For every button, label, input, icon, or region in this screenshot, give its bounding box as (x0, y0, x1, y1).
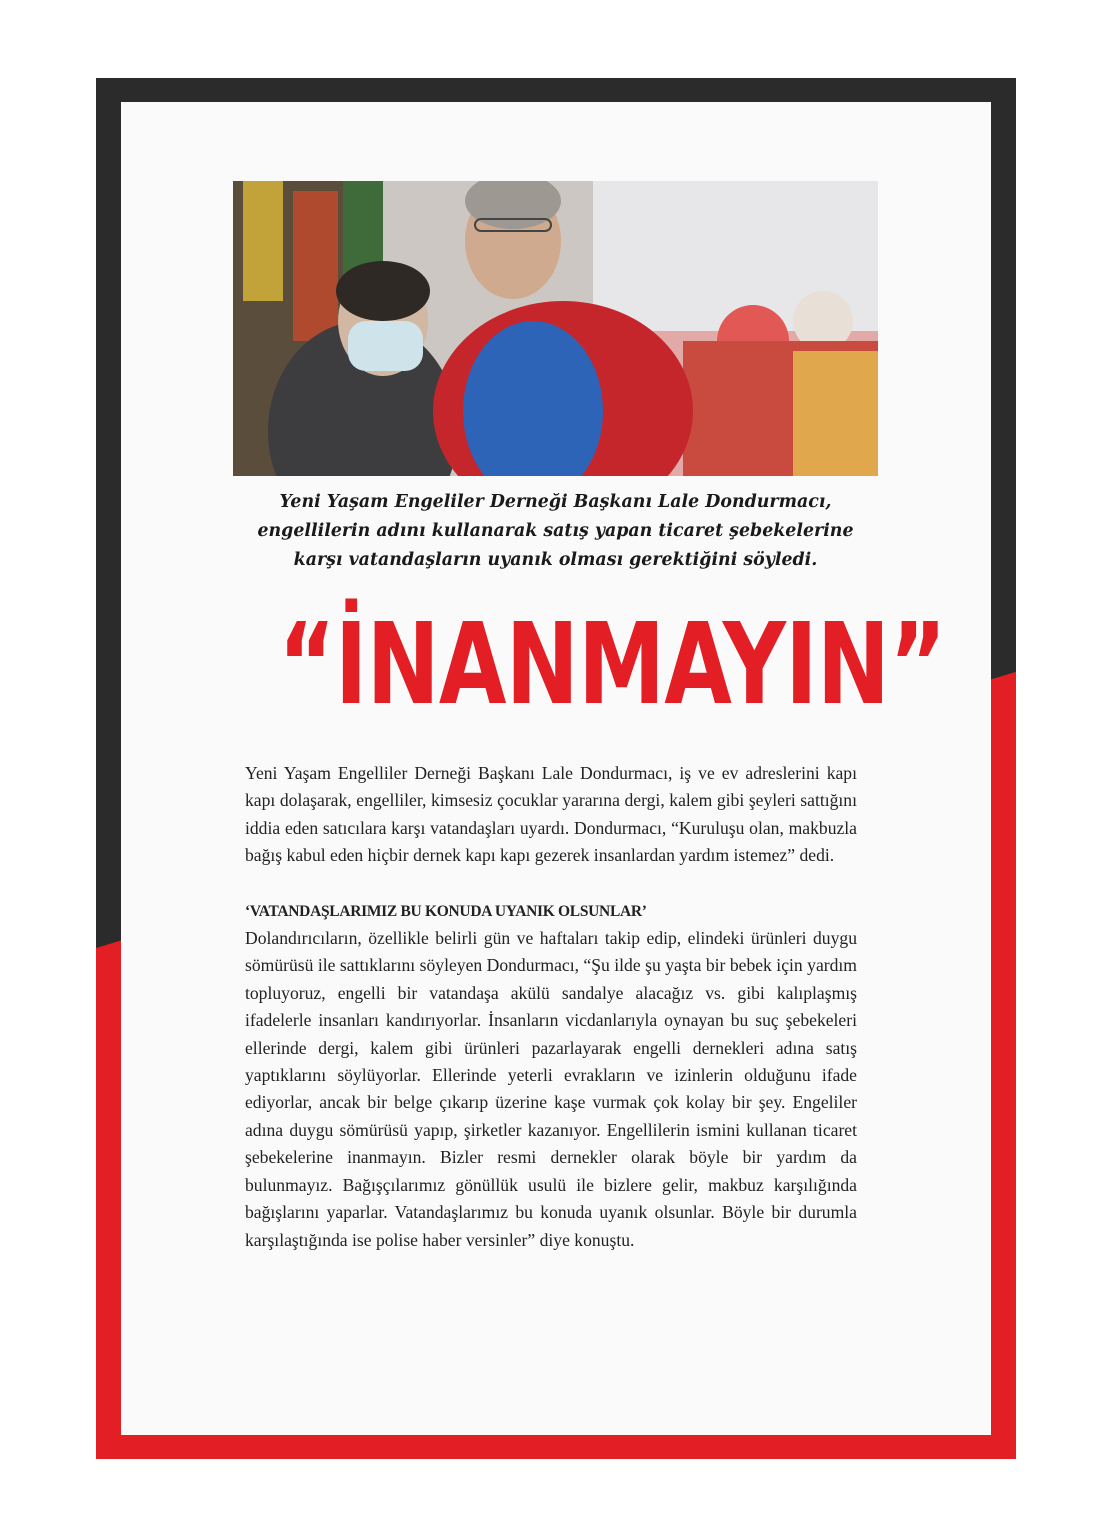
headline: “İNANMAYIN” (278, 600, 946, 730)
article-body (245, 760, 857, 1254)
subheading: ‘VATANDAŞLARIMIZ BU KONUDA UYANIK OLSUNLAR’ (245, 902, 647, 920)
paragraph-1: Yeni Yaşam Engelliler Derneği Başkanı Lale Dondurmacı, iş ve ev adreslerini kapı kapı dolaşarak, engelliler, kimsesiz çocuklar yararına dergi, kalem gibi şeyleri sattığını iddia eden satıcılara karşı vatandaşları uyardı. Dondurmacı, “Kuruluşu olan, makbuzla bağış kabul eden hiçbir dernek kapı kapı gezerek insanlardan yardım istemez” dedi. (245, 763, 857, 866)
news-photo (233, 181, 878, 476)
paragraph-2: Dolandırıcıların, özellikle belirli gün ve haftaları takip edip, elindeki ürünleri duygu sömürüsü ile sattıklarını söyleyen Dondurmacı, “Şu ilde şu yaşta bir bebek için yardım topluyoruz, engelli bir vatandaşa akülü sandalye alacağız vs. gibi kalıplaşmış ifadelerle insanları kandırıyorlar. İnsanların vicdanlarıyla oynayan bu suç şebekeleri ellerinde dergi, kalem gibi ürünleri pazarlayarak engelli dernekleri adına satış yaptıklarını söylüyorlar. Ellerinde yeterli evrakların ve izinlerin olduğunu ifade ediyorlar, ancak bir belge çıkarıp üzerine kaşe vurmak çok kolay bir şey. Engeliler adına duygu sömürüsü yapıp, şirketler kazanıyor. Engellilerin ismini kullanan ticaret şebekelerine inanmayın. Bizler resmi dernekler olarak böyle bir yardım da bulunmayız. Bağışçılarımız gönüllük usulü ile bizlere gelir, makbuz karşılığında bağışlarını yaparlar. Vatandaşlarımız bu konuda uyanık olsunlar. Böyle bir durumla karşılaştığında ise polise haber versinler” diye konuştu. (245, 928, 857, 1250)
caption-line-2: engellilerin adını kullanarak satış yapan ticaret şebekelerine (257, 521, 854, 541)
caption-line-3: karşı vatandaşların uyanık olması gerektiğini söyledi. (293, 550, 818, 570)
caption-line-1: Yeni Yaşam Engeliler Derneği Başkanı Lale Dondurmacı, (279, 492, 832, 512)
photo-caption (233, 488, 878, 575)
